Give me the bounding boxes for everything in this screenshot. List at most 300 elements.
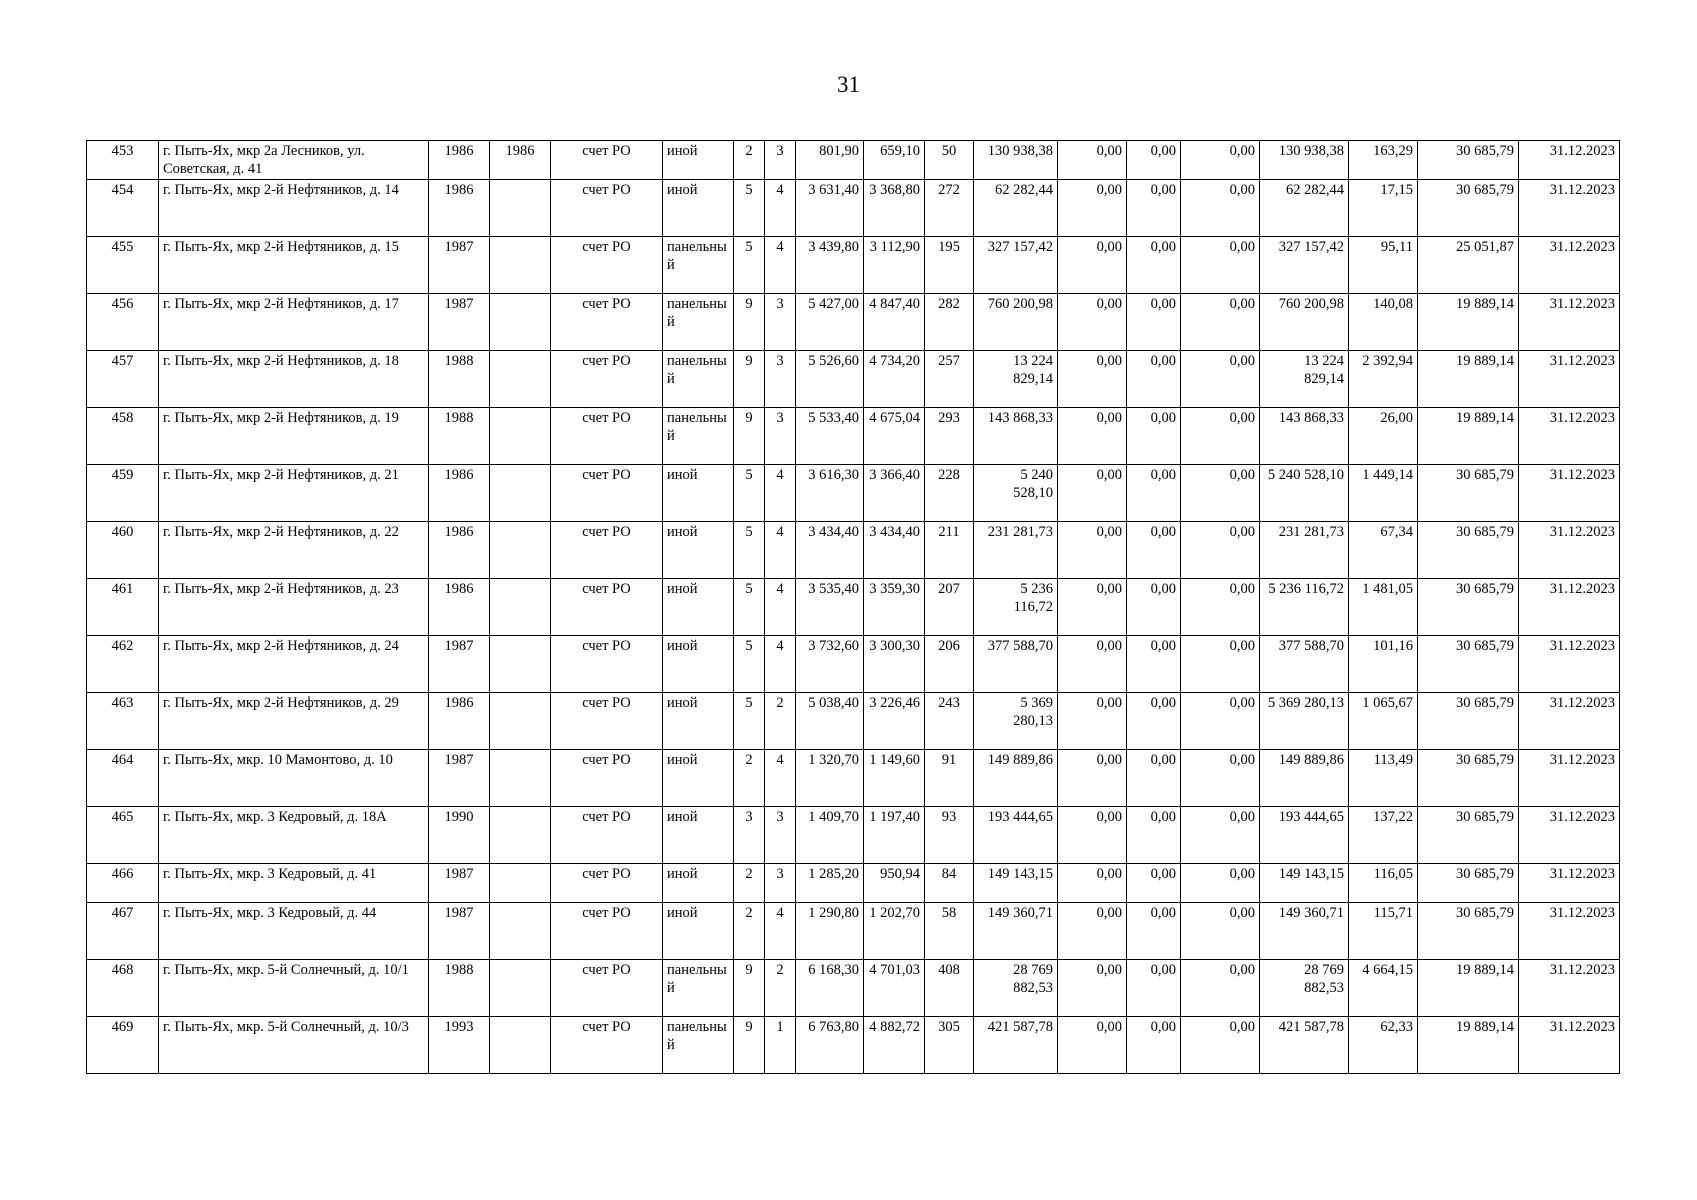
cell-cost-per-m2: 163,29 (1349, 141, 1418, 180)
table-row (87, 141, 1620, 180)
cell-cost-per-m2: 1 449,14 (1349, 465, 1418, 522)
cell-deadline: 31.12.2023 (1519, 1017, 1620, 1074)
cell-address: г. Пыть-Ях, мкр. 3 Кедровый, д. 44 (159, 903, 429, 960)
cell-fund-owners: 193 444,65 (1260, 807, 1349, 864)
cell-row-number: 468 (87, 960, 159, 1017)
cell-floors-max: 5 (734, 522, 765, 579)
cell-fund-regional: 0,00 (1127, 294, 1181, 351)
cell-limit-per-m2: 30 685,79 (1418, 807, 1519, 864)
cell-year-commission (490, 903, 551, 960)
cell-area-total: 3 616,30 (796, 465, 864, 522)
table-row (87, 903, 1620, 960)
table-row (87, 807, 1620, 864)
cell-floors-max: 2 (734, 141, 765, 180)
cell-account-type: счет РО (551, 237, 663, 294)
cell-cost-per-m2: 26,00 (1349, 408, 1418, 465)
cell-floors-max: 5 (734, 465, 765, 522)
cell-fund-regional: 0,00 (1127, 351, 1181, 408)
cell-fund-regional: 0,00 (1127, 750, 1181, 807)
cell-floors-min: 4 (765, 237, 796, 294)
cell-area-living: 1 197,40 (864, 807, 925, 864)
cell-row-number: 467 (87, 903, 159, 960)
cell-fund-regional: 0,00 (1127, 465, 1181, 522)
cell-fund-local: 0,00 (1181, 237, 1260, 294)
cell-year-commission (490, 960, 551, 1017)
cell-year-commission (490, 294, 551, 351)
cell-residents: 50 (925, 141, 974, 180)
cell-fund-federal: 0,00 (1058, 636, 1127, 693)
cell-row-number: 456 (87, 294, 159, 351)
cell-account-type: счет РО (551, 1017, 663, 1074)
cell-account-type: счет РО (551, 693, 663, 750)
cell-residents: 408 (925, 960, 974, 1017)
cell-floors-min: 4 (765, 522, 796, 579)
cell-fund-federal: 0,00 (1058, 408, 1127, 465)
table-row (87, 294, 1620, 351)
cell-row-number: 457 (87, 351, 159, 408)
cell-account-type: счет РО (551, 579, 663, 636)
cell-floors-min: 3 (765, 351, 796, 408)
cell-cost-per-m2: 115,71 (1349, 903, 1418, 960)
cell-row-number: 455 (87, 237, 159, 294)
cell-fund-local: 0,00 (1181, 408, 1260, 465)
cell-area-total: 801,90 (796, 141, 864, 180)
cell-fund-local: 0,00 (1181, 141, 1260, 180)
cell-fund-local: 0,00 (1181, 750, 1260, 807)
cell-account-type: счет РО (551, 141, 663, 180)
cell-cost-total: 143 868,33 (974, 408, 1058, 465)
cell-residents: 93 (925, 807, 974, 864)
cell-fund-regional: 0,00 (1127, 636, 1181, 693)
cell-row-number: 459 (87, 465, 159, 522)
cell-floors-min: 3 (765, 408, 796, 465)
table-row (87, 579, 1620, 636)
cell-deadline: 31.12.2023 (1519, 864, 1620, 903)
cell-fund-federal: 0,00 (1058, 1017, 1127, 1074)
cell-fund-local: 0,00 (1181, 180, 1260, 237)
cell-row-number: 463 (87, 693, 159, 750)
cell-floors-min: 2 (765, 693, 796, 750)
cell-area-total: 3 439,80 (796, 237, 864, 294)
cell-fund-local: 0,00 (1181, 294, 1260, 351)
cell-wall-material: панельный (663, 960, 734, 1017)
cell-wall-material: иной (663, 636, 734, 693)
cell-area-living: 4 675,04 (864, 408, 925, 465)
cell-fund-regional: 0,00 (1127, 1017, 1181, 1074)
cell-deadline: 31.12.2023 (1519, 465, 1620, 522)
cell-fund-owners: 130 938,38 (1260, 141, 1349, 180)
cell-fund-local: 0,00 (1181, 807, 1260, 864)
cell-deadline: 31.12.2023 (1519, 579, 1620, 636)
cell-cost-total: 13 224 829,14 (974, 351, 1058, 408)
cell-fund-owners: 327 157,42 (1260, 237, 1349, 294)
cell-cost-total: 231 281,73 (974, 522, 1058, 579)
cell-fund-federal: 0,00 (1058, 351, 1127, 408)
cell-limit-per-m2: 19 889,14 (1418, 408, 1519, 465)
cell-fund-local: 0,00 (1181, 351, 1260, 408)
cell-wall-material: иной (663, 141, 734, 180)
cell-floors-max: 2 (734, 903, 765, 960)
cell-residents: 211 (925, 522, 974, 579)
cell-area-living: 3 434,40 (864, 522, 925, 579)
cell-area-living: 1 202,70 (864, 903, 925, 960)
cell-deadline: 31.12.2023 (1519, 180, 1620, 237)
cell-floors-min: 4 (765, 465, 796, 522)
cell-fund-federal: 0,00 (1058, 522, 1127, 579)
cell-floors-max: 9 (734, 960, 765, 1017)
cell-fund-owners: 149 889,86 (1260, 750, 1349, 807)
cell-floors-min: 4 (765, 903, 796, 960)
cell-cost-per-m2: 101,16 (1349, 636, 1418, 693)
cell-account-type: счет РО (551, 864, 663, 903)
cell-cost-per-m2: 17,15 (1349, 180, 1418, 237)
cell-limit-per-m2: 30 685,79 (1418, 141, 1519, 180)
cell-fund-local: 0,00 (1181, 903, 1260, 960)
table-row (87, 636, 1620, 693)
cell-year-built: 1986 (429, 693, 490, 750)
cell-area-total: 1 409,70 (796, 807, 864, 864)
cell-fund-federal: 0,00 (1058, 294, 1127, 351)
cell-fund-federal: 0,00 (1058, 180, 1127, 237)
cell-year-built: 1990 (429, 807, 490, 864)
cell-fund-local: 0,00 (1181, 693, 1260, 750)
cell-fund-owners: 377 588,70 (1260, 636, 1349, 693)
cell-address: г. Пыть-Ях, мкр 2-й Нефтяников, д. 14 (159, 180, 429, 237)
cell-floors-max: 5 (734, 180, 765, 237)
cell-fund-regional: 0,00 (1127, 807, 1181, 864)
cell-row-number: 453 (87, 141, 159, 180)
cell-cost-total: 193 444,65 (974, 807, 1058, 864)
cell-cost-per-m2: 1 481,05 (1349, 579, 1418, 636)
cell-cost-per-m2: 62,33 (1349, 1017, 1418, 1074)
cell-limit-per-m2: 30 685,79 (1418, 864, 1519, 903)
cell-residents: 282 (925, 294, 974, 351)
cell-year-built: 1986 (429, 579, 490, 636)
cell-fund-local: 0,00 (1181, 636, 1260, 693)
cell-floors-max: 5 (734, 636, 765, 693)
cell-account-type: счет РО (551, 960, 663, 1017)
table-row (87, 693, 1620, 750)
cell-limit-per-m2: 19 889,14 (1418, 1017, 1519, 1074)
cell-wall-material: иной (663, 180, 734, 237)
cell-fund-owners: 5 240 528,10 (1260, 465, 1349, 522)
cell-year-commission (490, 1017, 551, 1074)
cell-area-living: 950,94 (864, 864, 925, 903)
cell-fund-owners: 62 282,44 (1260, 180, 1349, 237)
cell-deadline: 31.12.2023 (1519, 750, 1620, 807)
cell-fund-owners: 231 281,73 (1260, 522, 1349, 579)
cell-year-commission (490, 180, 551, 237)
cell-fund-regional: 0,00 (1127, 522, 1181, 579)
cell-residents: 305 (925, 1017, 974, 1074)
cell-cost-total: 421 587,78 (974, 1017, 1058, 1074)
cell-row-number: 461 (87, 579, 159, 636)
cell-floors-min: 3 (765, 864, 796, 903)
cell-floors-min: 1 (765, 1017, 796, 1074)
cell-cost-total: 5 369 280,13 (974, 693, 1058, 750)
cell-address: г. Пыть-Ях, мкр 2-й Нефтяников, д. 24 (159, 636, 429, 693)
cell-fund-federal: 0,00 (1058, 693, 1127, 750)
cell-cost-per-m2: 140,08 (1349, 294, 1418, 351)
cell-area-total: 1 320,70 (796, 750, 864, 807)
cell-floors-min: 2 (765, 960, 796, 1017)
cell-cost-total: 327 157,42 (974, 237, 1058, 294)
cell-area-living: 3 300,30 (864, 636, 925, 693)
cell-wall-material: панельный (663, 408, 734, 465)
cell-year-built: 1986 (429, 141, 490, 180)
cell-row-number: 460 (87, 522, 159, 579)
cell-area-total: 5 526,60 (796, 351, 864, 408)
cell-fund-federal: 0,00 (1058, 807, 1127, 864)
cell-floors-max: 3 (734, 807, 765, 864)
cell-wall-material: иной (663, 693, 734, 750)
cell-floors-min: 3 (765, 807, 796, 864)
cell-year-built: 1987 (429, 750, 490, 807)
cell-account-type: счет РО (551, 351, 663, 408)
cell-address: г. Пыть-Ях, мкр. 10 Мамонтово, д. 10 (159, 750, 429, 807)
cell-residents: 91 (925, 750, 974, 807)
cell-floors-max: 9 (734, 351, 765, 408)
cell-area-total: 1 290,80 (796, 903, 864, 960)
cell-residents: 195 (925, 237, 974, 294)
cell-address: г. Пыть-Ях, мкр 2-й Нефтяников, д. 29 (159, 693, 429, 750)
cell-year-built: 1986 (429, 180, 490, 237)
cell-area-total: 1 285,20 (796, 864, 864, 903)
cell-area-total: 3 535,40 (796, 579, 864, 636)
cell-fund-regional: 0,00 (1127, 579, 1181, 636)
cell-cost-total: 377 588,70 (974, 636, 1058, 693)
cell-cost-per-m2: 95,11 (1349, 237, 1418, 294)
cell-year-built: 1988 (429, 351, 490, 408)
cell-year-commission (490, 636, 551, 693)
cell-fund-owners: 149 143,15 (1260, 864, 1349, 903)
cell-account-type: счет РО (551, 180, 663, 237)
cell-floors-min: 4 (765, 750, 796, 807)
cell-row-number: 458 (87, 408, 159, 465)
cell-floors-min: 3 (765, 294, 796, 351)
cell-address: г. Пыть-Ях, мкр. 5-й Солнечный, д. 10/3 (159, 1017, 429, 1074)
cell-fund-regional: 0,00 (1127, 141, 1181, 180)
cell-fund-federal: 0,00 (1058, 237, 1127, 294)
cell-cost-per-m2: 2 392,94 (1349, 351, 1418, 408)
cell-year-commission (490, 579, 551, 636)
cell-fund-owners: 149 360,71 (1260, 903, 1349, 960)
table-row (87, 465, 1620, 522)
cell-cost-per-m2: 116,05 (1349, 864, 1418, 903)
cell-year-commission (490, 351, 551, 408)
cell-address: г. Пыть-Ях, мкр 2-й Нефтяников, д. 19 (159, 408, 429, 465)
cell-year-commission (490, 807, 551, 864)
cell-fund-local: 0,00 (1181, 1017, 1260, 1074)
cell-limit-per-m2: 30 685,79 (1418, 693, 1519, 750)
cell-residents: 257 (925, 351, 974, 408)
cell-limit-per-m2: 30 685,79 (1418, 465, 1519, 522)
cell-wall-material: иной (663, 465, 734, 522)
cell-area-total: 5 533,40 (796, 408, 864, 465)
cell-year-commission (490, 750, 551, 807)
cell-fund-local: 0,00 (1181, 960, 1260, 1017)
cell-limit-per-m2: 30 685,79 (1418, 636, 1519, 693)
cell-residents: 272 (925, 180, 974, 237)
cell-wall-material: иной (663, 750, 734, 807)
cell-floors-max: 5 (734, 693, 765, 750)
cell-cost-per-m2: 113,49 (1349, 750, 1418, 807)
cell-fund-owners: 28 769 882,53 (1260, 960, 1349, 1017)
cell-deadline: 31.12.2023 (1519, 960, 1620, 1017)
cell-account-type: счет РО (551, 408, 663, 465)
cell-cost-total: 28 769 882,53 (974, 960, 1058, 1017)
cell-limit-per-m2: 30 685,79 (1418, 579, 1519, 636)
cell-floors-max: 2 (734, 864, 765, 903)
cell-address: г. Пыть-Ях, мкр. 5-й Солнечный, д. 10/1 (159, 960, 429, 1017)
cell-year-built: 1993 (429, 1017, 490, 1074)
cell-limit-per-m2: 30 685,79 (1418, 180, 1519, 237)
table-row (87, 408, 1620, 465)
cell-year-built: 1988 (429, 960, 490, 1017)
cell-fund-regional: 0,00 (1127, 408, 1181, 465)
cell-residents: 206 (925, 636, 974, 693)
cell-deadline: 31.12.2023 (1519, 294, 1620, 351)
cell-address: г. Пыть-Ях, мкр 2-й Нефтяников, д. 18 (159, 351, 429, 408)
cell-row-number: 464 (87, 750, 159, 807)
cell-limit-per-m2: 19 889,14 (1418, 294, 1519, 351)
cell-year-built: 1986 (429, 522, 490, 579)
cell-limit-per-m2: 19 889,14 (1418, 351, 1519, 408)
cell-fund-local: 0,00 (1181, 465, 1260, 522)
table-row (87, 351, 1620, 408)
cell-fund-owners: 760 200,98 (1260, 294, 1349, 351)
cell-fund-federal: 0,00 (1058, 465, 1127, 522)
table-row (87, 237, 1620, 294)
cell-address: г. Пыть-Ях, мкр 2-й Нефтяников, д. 21 (159, 465, 429, 522)
cell-area-living: 3 359,30 (864, 579, 925, 636)
cell-year-commission (490, 522, 551, 579)
cell-fund-owners: 13 224 829,14 (1260, 351, 1349, 408)
cell-limit-per-m2: 25 051,87 (1418, 237, 1519, 294)
cell-cost-per-m2: 137,22 (1349, 807, 1418, 864)
cell-residents: 293 (925, 408, 974, 465)
cell-fund-federal: 0,00 (1058, 750, 1127, 807)
cell-limit-per-m2: 30 685,79 (1418, 522, 1519, 579)
cell-area-living: 4 734,20 (864, 351, 925, 408)
cell-fund-owners: 5 369 280,13 (1260, 693, 1349, 750)
cell-fund-owners: 5 236 116,72 (1260, 579, 1349, 636)
cell-account-type: счет РО (551, 636, 663, 693)
cell-year-built: 1986 (429, 465, 490, 522)
cell-deadline: 31.12.2023 (1519, 903, 1620, 960)
cell-row-number: 466 (87, 864, 159, 903)
cell-row-number: 462 (87, 636, 159, 693)
cell-year-built: 1987 (429, 864, 490, 903)
cell-year-commission (490, 237, 551, 294)
cell-cost-total: 5 240 528,10 (974, 465, 1058, 522)
cell-cost-per-m2: 1 065,67 (1349, 693, 1418, 750)
cell-fund-local: 0,00 (1181, 864, 1260, 903)
cell-floors-min: 4 (765, 180, 796, 237)
cell-floors-max: 9 (734, 294, 765, 351)
cell-address: г. Пыть-Ях, мкр 2-й Нефтяников, д. 22 (159, 522, 429, 579)
cell-address: г. Пыть-Ях, мкр 2-й Нефтяников, д. 17 (159, 294, 429, 351)
cell-area-living: 1 149,60 (864, 750, 925, 807)
cell-deadline: 31.12.2023 (1519, 237, 1620, 294)
cell-residents: 58 (925, 903, 974, 960)
cell-account-type: счет РО (551, 750, 663, 807)
cell-year-commission (490, 864, 551, 903)
cell-year-commission (490, 693, 551, 750)
cell-wall-material: иной (663, 522, 734, 579)
cell-area-total: 6 168,30 (796, 960, 864, 1017)
cell-cost-per-m2: 67,34 (1349, 522, 1418, 579)
cell-area-total: 5 038,40 (796, 693, 864, 750)
cell-year-built: 1987 (429, 636, 490, 693)
cell-fund-local: 0,00 (1181, 522, 1260, 579)
cell-wall-material: панельный (663, 351, 734, 408)
cell-address: г. Пыть-Ях, мкр 2-й Нефтяников, д. 23 (159, 579, 429, 636)
cell-row-number: 454 (87, 180, 159, 237)
cell-account-type: счет РО (551, 903, 663, 960)
cell-year-commission (490, 408, 551, 465)
cell-area-living: 3 368,80 (864, 180, 925, 237)
cell-area-living: 4 701,03 (864, 960, 925, 1017)
cell-address: г. Пыть-Ях, мкр. 3 Кедровый, д. 18А (159, 807, 429, 864)
table-body (87, 141, 1620, 1074)
cell-cost-total: 149 143,15 (974, 864, 1058, 903)
cell-floors-max: 5 (734, 237, 765, 294)
table-row (87, 180, 1620, 237)
cell-residents: 207 (925, 579, 974, 636)
cell-deadline: 31.12.2023 (1519, 807, 1620, 864)
cell-account-type: счет РО (551, 465, 663, 522)
cell-floors-min: 4 (765, 579, 796, 636)
cell-wall-material: иной (663, 579, 734, 636)
cell-floors-max: 5 (734, 579, 765, 636)
cell-cost-per-m2: 4 664,15 (1349, 960, 1418, 1017)
cell-floors-min: 3 (765, 141, 796, 180)
cell-area-total: 3 631,40 (796, 180, 864, 237)
cell-fund-federal: 0,00 (1058, 960, 1127, 1017)
cell-floors-max: 2 (734, 750, 765, 807)
table-row (87, 750, 1620, 807)
cell-fund-federal: 0,00 (1058, 141, 1127, 180)
cell-fund-regional: 0,00 (1127, 864, 1181, 903)
cell-wall-material: иной (663, 807, 734, 864)
cell-deadline: 31.12.2023 (1519, 522, 1620, 579)
cell-area-living: 659,10 (864, 141, 925, 180)
cell-wall-material: иной (663, 903, 734, 960)
cell-year-built: 1988 (429, 408, 490, 465)
cell-limit-per-m2: 30 685,79 (1418, 750, 1519, 807)
cell-wall-material: панельный (663, 1017, 734, 1074)
cell-wall-material: панельный (663, 294, 734, 351)
cell-deadline: 31.12.2023 (1519, 693, 1620, 750)
cell-cost-total: 149 360,71 (974, 903, 1058, 960)
cell-fund-regional: 0,00 (1127, 693, 1181, 750)
cell-row-number: 469 (87, 1017, 159, 1074)
cell-floors-max: 9 (734, 408, 765, 465)
cell-fund-federal: 0,00 (1058, 579, 1127, 636)
cell-deadline: 31.12.2023 (1519, 351, 1620, 408)
cell-fund-owners: 143 868,33 (1260, 408, 1349, 465)
cell-residents: 228 (925, 465, 974, 522)
cell-residents: 84 (925, 864, 974, 903)
cell-area-living: 4 847,40 (864, 294, 925, 351)
table-row (87, 864, 1620, 903)
cell-fund-regional: 0,00 (1127, 180, 1181, 237)
cell-account-type: счет РО (551, 807, 663, 864)
cell-year-built: 1987 (429, 903, 490, 960)
cell-cost-total: 5 236 116,72 (974, 579, 1058, 636)
cell-cost-total: 130 938,38 (974, 141, 1058, 180)
